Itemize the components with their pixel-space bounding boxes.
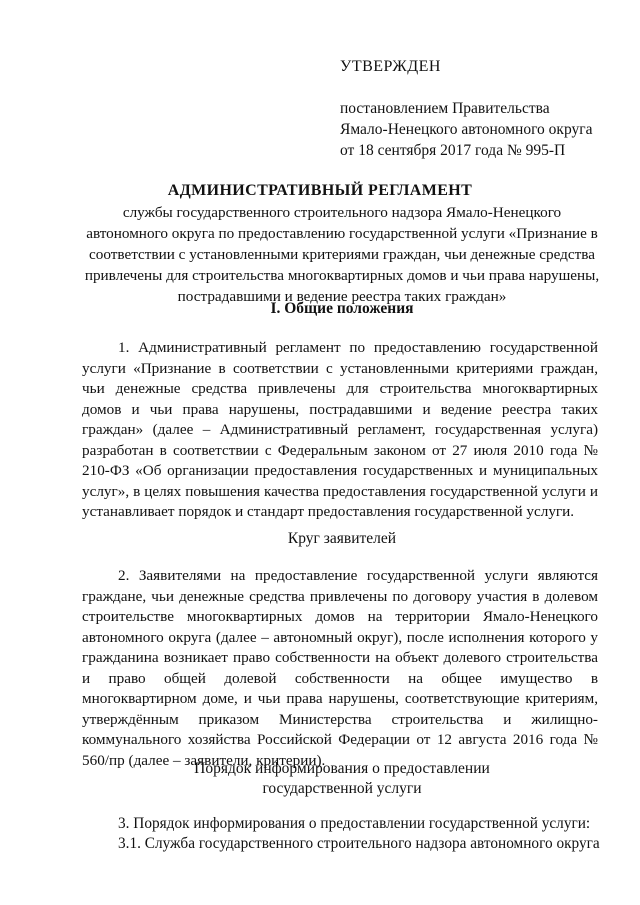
approval-block xyxy=(340,58,620,161)
section-heading-general: I. Общие положения xyxy=(270,300,414,317)
item-3: 3. Порядок информирования о предоставлении государственной услуги: xyxy=(118,815,591,832)
paragraph-2: 2. Заявителями на предоставление государственной услуги являются граждане, чьи денежные средства привлечены по договору участия в долевом строительстве многоквартирных домов на территории Ямало-Ненецкого автономного округа (далее – автономный округ), после исполнения которого у гражданина возникает право собственности на объект долевого строительства и право общей долевой собственности на общее имущество в многоквартирном доме, и чьи права нарушены, соответствующие критериям, утверждённым приказом Министерства строительства и жилищно-коммунального хозяйства Российской Федерации от 12 августа 2016 года № 560/пр (далее – заявители, критерии). xyxy=(82,567,598,769)
item-3-1: 3.1. Служба государственного строительного надзора автономного округа xyxy=(118,835,600,852)
approval-line-1: постановлением Правительства xyxy=(340,100,550,117)
approval-line-3: от 18 сентября 2017 года № 995-П xyxy=(340,142,566,159)
section-heading-informing-2: государственной услуги xyxy=(262,780,422,797)
document-subtitle: службы государственного строительного надзора Ямало-Ненецкого автономного округа по предоставлению государственной услуги «Признание в соответствии с установленными критериями граждан, чьи денежные средства привлечены для строительства многоквартирных домов и чьи права нарушены, пострадавшими и ведение реестра таких граждан» xyxy=(84,204,600,305)
approval-line-2: Ямало-Ненецкого автономного округа xyxy=(340,121,593,138)
approval-stamp-title: УТВЕРЖДЕН xyxy=(340,58,441,75)
document-title: АДМИНИСТРАТИВНЫЙ РЕГЛАМЕНТ xyxy=(167,182,473,199)
section-heading-applicants: Круг заявителей xyxy=(287,530,397,547)
section-heading-informing-1: Порядок информирования о предоставлении xyxy=(194,760,490,777)
paragraph-1: 1. Административный регламент по предоставлению государственной услуги «Признание в соответствии с установленными критериями граждан, чьи денежные средства привлечены для строительства многоквартирных домов и чьи права нарушены, пострадавшими и ведение реестра таких граждан» (далее – Административный регламент, государственная услуга) разработан в соответствии с Федеральным законом от 27 июля 2010 года № 210-ФЗ «Об организации предоставления государственных и муниципальных услуг», в целях повышения качества предоставления государственной услуги и устанавливает порядок и стандарт предоставления государственной услуги. xyxy=(82,339,598,520)
